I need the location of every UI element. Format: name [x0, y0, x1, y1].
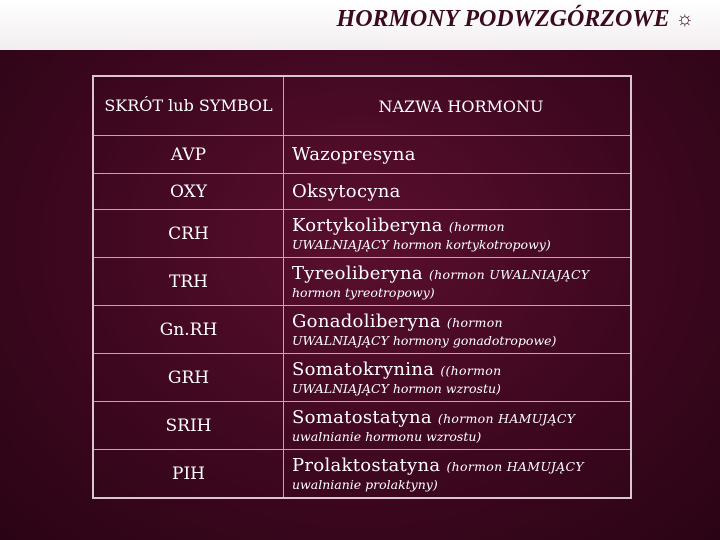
hormone-name-cell	[284, 306, 630, 353]
hormone-name: Somatostatyna	[292, 407, 432, 428]
hormone-symbol: PIH	[94, 450, 284, 497]
hormone-name-cell	[284, 354, 630, 401]
hormone-name: Prolaktostatyna	[292, 455, 441, 476]
hormone-name-cell	[284, 174, 630, 209]
hormone-symbol: AVP	[94, 136, 284, 173]
hormone-symbol: Gn.RH	[94, 306, 284, 353]
hormone-note: ((hormon	[440, 363, 502, 378]
hormone-symbol: SRIH	[94, 402, 284, 449]
hormone-name: Oksytocyna	[292, 181, 401, 202]
hormone-note: (hormon UWALNIAJĄCY	[429, 267, 590, 282]
header-name: NAZWA HORMONU	[378, 96, 544, 116]
table-row	[94, 305, 630, 353]
table-row	[94, 449, 630, 497]
hormone-description: UWALNIAJĄCY hormon wzrostu)	[292, 381, 501, 396]
hormone-note: (hormon	[448, 219, 505, 234]
hormone-name-cell	[284, 136, 630, 173]
hormone-description: hormon tyreotropowy)	[292, 285, 435, 300]
table-row	[94, 173, 630, 209]
hormone-symbol: OXY	[94, 174, 284, 209]
slide-title-text: HORMONY PODWZGÓRZOWE	[336, 6, 670, 32]
table-row	[94, 135, 630, 173]
hormone-description: UWALNIAJĄCY hormon kortykotropowy)	[292, 237, 551, 252]
header-symbol: SKRÓT lub SYMBOL	[94, 77, 284, 135]
hormone-name: Tyreoliberyna	[292, 263, 423, 284]
hormone-table	[92, 75, 632, 499]
hormone-note: (hormon HAMUJĄCY	[437, 411, 576, 426]
hormone-name-cell	[284, 450, 630, 497]
hormone-name-cell	[284, 402, 630, 449]
table-row	[94, 209, 630, 257]
hormone-symbol: CRH	[94, 210, 284, 257]
hormone-symbol: GRH	[94, 354, 284, 401]
table-row	[94, 353, 630, 401]
sun-icon: ☼	[675, 8, 694, 30]
hormone-description: UWALNIAJĄCY hormony gonadotropowe)	[292, 333, 557, 348]
hormone-name: Somatokrynina	[292, 359, 435, 380]
table-header	[94, 77, 630, 135]
hormone-symbol: TRH	[94, 258, 284, 305]
hormone-name-cell	[284, 258, 630, 305]
table-row	[94, 401, 630, 449]
hormone-name: Kortykoliberyna	[292, 215, 443, 236]
table-row	[94, 257, 630, 305]
hormone-note: (hormon	[446, 315, 503, 330]
hormone-name: Gonadoliberyna	[292, 311, 441, 332]
hormone-note: (hormon HAMUJĄCY	[446, 459, 584, 474]
hormone-description: uwalnianie prolaktyny)	[292, 477, 438, 492]
slide-title	[337, 6, 694, 33]
hormone-name-cell	[284, 210, 630, 257]
title-bar	[0, 0, 720, 50]
hormone-name: Wazopresyna	[292, 144, 416, 165]
hormone-description: uwalnianie hormonu wzrostu)	[292, 429, 482, 444]
